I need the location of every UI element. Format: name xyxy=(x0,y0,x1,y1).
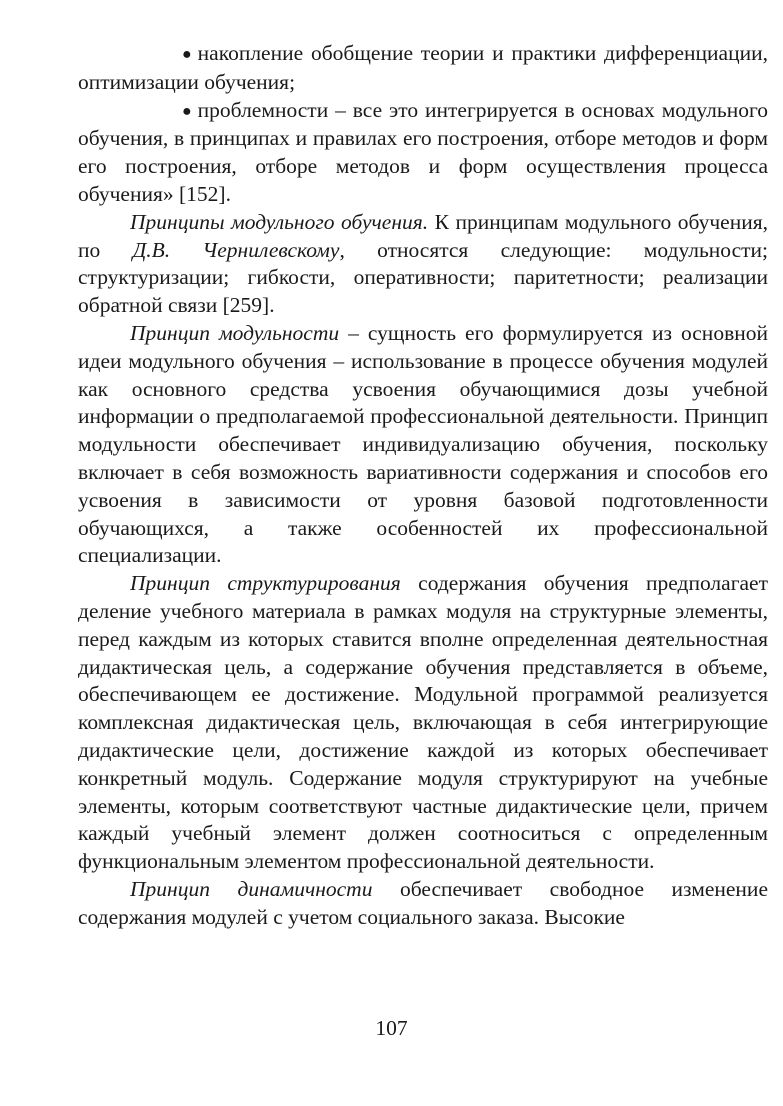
bullet-text: накопление обобщение теории и практики дифференциации, оптимизации обучения; xyxy=(78,41,768,94)
bullet-icon: ● xyxy=(182,46,192,63)
page-number: 107 xyxy=(375,1016,408,1040)
bullet-icon: ● xyxy=(182,102,192,120)
paragraph-title: Принцип структурирования xyxy=(130,571,401,596)
paragraph-structuring xyxy=(78,570,768,876)
document-page xyxy=(78,40,768,932)
paragraph-text: , относятся следующие: модульности; структуризации; гибкости, оперативности; паритетности; реализации обратной связи [259]. xyxy=(78,237,768,318)
paragraph-title: Принцип модульности xyxy=(130,320,340,345)
bullet-text: проблемности – все это интегрируется в основах модульного обучения, в принципах и правилах его построения, отборе методов и форм его построения, отборе методов и форм осуществления процесса обучения» [152]. xyxy=(78,97,768,206)
paragraph-modularity xyxy=(78,320,768,570)
paragraph-text: обеспечивает свободное изменение содержания модулей с учетом социального заказа. Высокие xyxy=(78,876,768,929)
paragraph-text: – сущность его формулируется из основной идеи модульного обучения – использование в процессе обучения модулей как основного средства усвоения обучающимися дозы учебной информации о предполагаемой профессиональной деятельности. Принцип модульности обеспечивает индивидуализацию обучения, поскольку включает в себя возможность вариативности содержания и способов его усвоения в зависимости от уровня базовой подготовленности обучающихся, а также особенностей их профессиональной специализации. xyxy=(78,320,768,568)
paragraph-text: содержания обучения предполагает деление учебного материала в рамках модуля на структурные элементы, перед каждым из которых ставится вполне определенная деятельностная дидактическая цель, а содержание обучения представляется в объеме, обеспечивающем ее достижение. Модульной программой реализуется комплексная дидактическая цель, включающая в себя интегрирующие дидактические цели, достижение каждой из которых обеспечивает конкретный модуль. Содержание модуля структурируют на учебные элементы, которым соответствуют частные дидактические цели, причем каждый учебный элемент должен соотноситься с определенным функциональным элементом профессиональной деятельности. xyxy=(78,571,768,874)
author-name: Д.В. Чернилевскому xyxy=(132,237,340,262)
paragraph-title: Принципы модульного обучения. xyxy=(130,209,429,234)
paragraph-dynamism xyxy=(78,876,768,932)
paragraph-title: Принцип динамичности xyxy=(130,876,373,901)
paragraph-text: К принципам модульного обучения, по xyxy=(78,209,768,262)
bullet-item-1 xyxy=(78,40,768,97)
bullet-item-2 xyxy=(78,97,768,209)
paragraph-principles xyxy=(78,209,768,320)
